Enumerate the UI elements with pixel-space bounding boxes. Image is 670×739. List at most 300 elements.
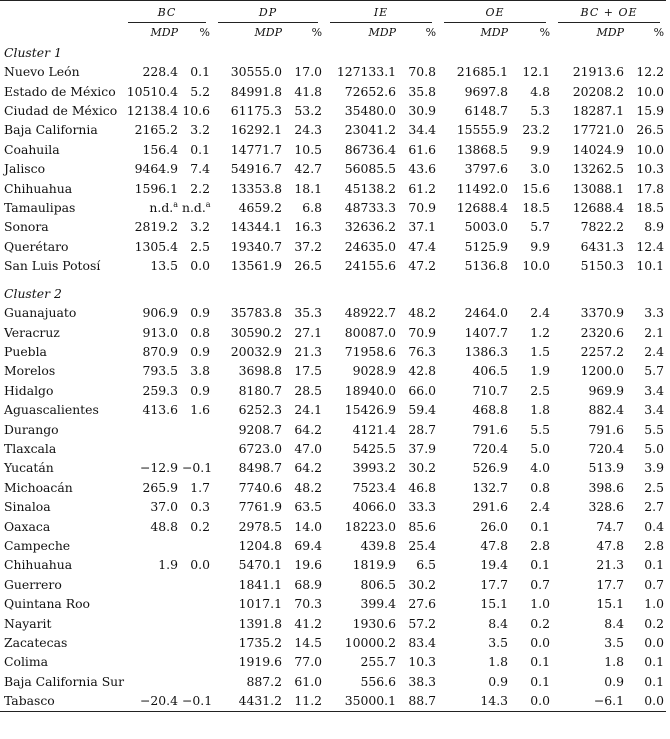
table-cell: 47.8	[480, 537, 509, 553]
table-cell: 1.0	[644, 596, 665, 612]
table-row	[0, 82, 666, 101]
table-cell: 70.3	[294, 596, 323, 612]
table-cell: 10.0	[636, 141, 665, 157]
table-cell: 5125.9	[464, 238, 509, 254]
table-cell: 255.7	[360, 654, 397, 670]
table-cell: 0.3	[190, 499, 210, 515]
table-cell: n.d.$^a$	[149, 200, 178, 216]
table-cell: 42.7	[294, 161, 323, 177]
table-cell: 61.0	[294, 673, 323, 689]
table-cell: 2.8	[530, 537, 551, 553]
state-name: Coahuila	[4, 141, 60, 157]
table-cell: 14344.1	[230, 219, 282, 235]
table-cell: 59.4	[408, 402, 437, 418]
table-cell: 28.5	[294, 382, 323, 398]
table-cell: 30.2	[408, 460, 437, 476]
table-cell: 0.0	[510, 691, 552, 711]
table-cell: 18.1	[294, 180, 323, 196]
table-cell: 3993.2	[352, 460, 397, 476]
subheader-row	[0, 23, 666, 42]
table-cell: 48733.3	[344, 200, 397, 216]
table-cell: 5.7	[530, 219, 551, 235]
table-cell: 48.2	[408, 305, 437, 321]
table-cell: 882.4	[588, 402, 625, 418]
table-cell: −0.1	[180, 691, 212, 711]
table-cell: 3797.6	[464, 161, 509, 177]
table-cell: 30.2	[408, 576, 437, 592]
table-cell: 56085.5	[344, 161, 397, 177]
table-row	[0, 536, 666, 555]
table-cell: 25.4	[408, 537, 437, 553]
state-name: Baja California	[4, 122, 98, 138]
table-cell: 8180.7	[238, 382, 282, 398]
table-cell: 63.5	[294, 499, 323, 515]
table-cell: 0.1	[190, 141, 210, 157]
table-row	[0, 478, 666, 497]
table-cell: 14024.9	[572, 141, 625, 157]
table-row	[0, 237, 666, 256]
table-cell: 1391.8	[238, 615, 282, 631]
table-cell: 17.5	[294, 363, 323, 379]
table-cell: 14.3	[438, 691, 510, 711]
subheader-pct: %	[539, 26, 551, 40]
table-cell: 7.4	[190, 161, 210, 177]
header-bc: BC	[122, 1, 212, 24]
state-name: Estado de México	[4, 83, 116, 99]
table-cell: 5425.5	[352, 440, 397, 456]
table-cell: 35783.8	[230, 305, 282, 321]
table-cell: 9464.9	[134, 161, 178, 177]
table-cell: 43.6	[408, 161, 437, 177]
state-name: Jalisco	[4, 161, 46, 177]
state-name: Sinaloa	[4, 499, 51, 515]
table-cell: 0.9	[190, 382, 210, 398]
table-cell: 0.7	[644, 576, 665, 592]
table-cell: 0.7	[530, 576, 551, 592]
table-cell: 413.6	[142, 402, 178, 418]
table-cell	[122, 536, 180, 555]
table-row	[0, 323, 666, 342]
table-cell: 16.3	[294, 219, 323, 235]
table-cell: 18.5	[522, 200, 551, 216]
table-cell: 27.6	[408, 596, 437, 612]
table-row	[0, 400, 666, 419]
table-cell: 0.1	[644, 673, 665, 689]
table-cell: 5136.8	[464, 258, 509, 274]
table-cell: 7761.9	[238, 499, 282, 515]
subheader-pct: %	[199, 26, 210, 40]
table-row	[0, 672, 666, 691]
table-cell: 3.0	[530, 161, 551, 177]
table-cell: 35.8	[408, 83, 437, 99]
table-cell: 10.1	[636, 258, 665, 274]
table-cell: 3.8	[190, 363, 210, 379]
table-cell: 1.9	[530, 363, 551, 379]
table-cell: 74.7	[596, 518, 625, 534]
table-row	[0, 517, 666, 536]
subheader-mdp: MDP	[368, 26, 397, 40]
state-name: Morelos	[4, 363, 56, 379]
table-cell: 30.9	[408, 103, 437, 119]
table-cell: 0.4	[644, 518, 665, 534]
footnote-marker: a	[205, 200, 211, 210]
table-cell: 1.8	[530, 402, 551, 418]
table-cell: 5.0	[644, 440, 665, 456]
table-cell: 13561.9	[230, 258, 282, 274]
table-cell: 0.8	[530, 479, 551, 495]
table-cell: 24155.6	[344, 258, 397, 274]
table-cell: 1735.2	[238, 635, 282, 650]
table-cell	[180, 652, 212, 671]
table-cell: 86736.4	[344, 141, 397, 157]
table-cell: 0.2	[190, 518, 210, 534]
table-cell: 13262.5	[572, 161, 625, 177]
table-cell: 41.8	[294, 83, 323, 99]
table-cell: 0.0	[190, 557, 210, 573]
table-cell: 1596.1	[134, 180, 178, 196]
table-cell: 7523.4	[352, 479, 397, 495]
table-cell: 5150.3	[580, 258, 625, 274]
subheader-mdp: MDP	[480, 26, 509, 40]
footnote-marker: a	[173, 200, 178, 210]
table-cell: 70.9	[408, 324, 437, 340]
table-cell: 720.4	[472, 440, 509, 456]
table-cell: 0.8	[190, 324, 210, 340]
table-cell: 84991.8	[230, 83, 282, 99]
table-cell: 41.2	[294, 615, 323, 631]
table-cell: 9697.8	[464, 83, 509, 99]
table-cell: 10.0	[636, 83, 665, 99]
table-cell: 23.2	[522, 122, 551, 138]
table-cell: −0.1	[182, 460, 213, 476]
table-cell: 11492.0	[456, 180, 509, 196]
state-name: Veracruz	[4, 324, 60, 340]
table-row	[0, 420, 666, 439]
table-cell	[122, 614, 180, 633]
table-cell: 6.5	[416, 557, 437, 573]
table-cell	[180, 633, 212, 652]
table-row	[0, 575, 666, 594]
table-cell: 0.9	[604, 673, 625, 689]
table-cell	[180, 594, 212, 613]
table-cell: 18223.0	[344, 518, 397, 534]
table-cell: 3.9	[644, 460, 665, 476]
table-cell: 2819.2	[134, 219, 178, 235]
table-cell: 17.7	[596, 576, 625, 592]
state-name: Colima	[4, 654, 49, 670]
state-name: Chihuahua	[4, 180, 73, 196]
table-cell: 14.5	[294, 635, 323, 650]
table-cell: 77.0	[294, 654, 323, 670]
table-cell: 53.2	[294, 103, 323, 119]
table-cell: 9028.9	[352, 363, 397, 379]
table-cell: 8.9	[644, 219, 665, 235]
table-cell: 4431.2	[212, 691, 284, 711]
table-cell: 20208.2	[572, 83, 625, 99]
table-cell: 5.5	[530, 421, 551, 437]
table-row	[0, 361, 666, 380]
table-cell	[122, 672, 180, 691]
table-cell: 37.2	[294, 238, 323, 254]
table-cell: 8498.7	[238, 460, 282, 476]
table-cell: 69.4	[294, 537, 323, 553]
table-cell: 5.0	[530, 440, 551, 456]
table-cell: 1407.7	[464, 324, 509, 340]
table-cell: 1204.8	[238, 537, 282, 553]
table-cell: 0.1	[644, 654, 665, 670]
table-row	[0, 140, 666, 159]
header-oe: OE	[438, 1, 552, 24]
table-cell: 70.9	[408, 200, 437, 216]
table-cell: 61.2	[408, 180, 437, 196]
table-row	[0, 303, 666, 322]
table-cell: 21685.1	[456, 64, 509, 80]
subheader-mdp: MDP	[150, 26, 178, 40]
table-cell	[180, 614, 212, 633]
table-cell: 2.4	[530, 499, 551, 515]
state-name: Baja California Sur	[4, 673, 125, 689]
table-cell: 37.0	[150, 499, 178, 515]
table-cell: 2165.2	[134, 122, 178, 138]
table-cell: 4.0	[530, 460, 551, 476]
table-cell: 19.4	[480, 557, 509, 573]
table-cell: 2257.2	[580, 343, 625, 359]
table-cell: 24635.0	[344, 238, 397, 254]
table-cell: 64.2	[294, 421, 323, 437]
table-cell: 0.0	[626, 691, 666, 711]
table-cell: 3370.9	[580, 305, 625, 321]
table-cell: 76.3	[408, 343, 437, 359]
table-cell: 0.0	[530, 635, 551, 650]
table-cell: 35.3	[294, 305, 323, 321]
table-cell: 0.0	[644, 635, 665, 650]
table-cell: 12688.4	[456, 200, 509, 216]
table-cell: 26.5	[294, 258, 323, 274]
table-cell: 870.9	[142, 343, 178, 359]
table-row	[0, 101, 666, 120]
table-cell: 406.5	[472, 363, 509, 379]
table-cell: 5003.0	[464, 219, 509, 235]
subheader-pct: %	[425, 26, 437, 40]
table-cell: 0.1	[530, 673, 551, 689]
table-cell: 10000.2	[344, 635, 397, 650]
table-cell: 806.5	[360, 576, 397, 592]
table-cell: 14771.7	[230, 141, 282, 157]
table-cell: 57.2	[408, 615, 437, 631]
table-cell: 30555.0	[230, 64, 282, 80]
table-cell: 2.2	[190, 180, 210, 196]
table-cell: 6431.3	[580, 238, 625, 254]
table-cell: 3.4	[644, 382, 665, 398]
table-row	[0, 198, 666, 217]
table-cell: 2.4	[530, 305, 551, 321]
state-name: Tlaxcala	[4, 440, 57, 456]
table-cell: 13868.5	[456, 141, 509, 157]
state-name: Durango	[4, 421, 59, 437]
table-cell: 24.1	[294, 402, 323, 418]
table-cell: 556.6	[360, 673, 397, 689]
cluster-heading	[0, 284, 666, 303]
table-cell: 15.1	[480, 596, 509, 612]
table-cell: 1200.0	[580, 363, 625, 379]
table-cell: 18.5	[636, 200, 665, 216]
table-cell: 2.5	[530, 382, 551, 398]
table-cell: 10510.4	[126, 83, 178, 99]
table-cell	[122, 439, 180, 458]
state-name: Chihuahua	[4, 557, 73, 573]
table-cell: 13353.8	[230, 180, 282, 196]
table-row	[0, 691, 666, 711]
header-bc-oe: BC + OE	[552, 1, 666, 24]
table-cell: −12.9	[140, 460, 178, 476]
table-cell: 720.4	[588, 440, 625, 456]
table-cell: 26.5	[636, 122, 665, 138]
table-cell: 4066.0	[352, 499, 397, 515]
state-name: San Luis Potosí	[4, 258, 101, 274]
table-cell: 2464.0	[464, 305, 509, 321]
table-cell: 906.9	[142, 305, 178, 321]
table-cell	[180, 575, 212, 594]
table-cell: 3.2	[190, 219, 210, 235]
table-cell: 5470.1	[238, 557, 282, 573]
table-cell: 793.5	[142, 363, 178, 379]
table-cell: 10.6	[182, 103, 210, 119]
table-cell: 265.9	[142, 479, 178, 495]
table-cell: −20.4	[122, 691, 180, 711]
table-cell: 10.3	[636, 161, 665, 177]
table-cell: 7740.6	[238, 479, 282, 495]
table-cell: 12.2	[636, 64, 665, 80]
table-cell: 291.6	[472, 499, 509, 515]
table-cell: 6148.7	[464, 103, 509, 119]
table-cell: 61.6	[408, 141, 437, 157]
table-cell	[180, 420, 212, 439]
table-cell: 1.9	[158, 557, 178, 573]
state-name: Guerrero	[4, 576, 62, 592]
table-cell: 2.7	[644, 499, 665, 515]
table-cell	[180, 536, 212, 555]
table-cell: 1.0	[530, 596, 551, 612]
table-cell: 9208.7	[238, 421, 282, 437]
subheader-mdp: MDP	[254, 26, 282, 40]
table-cell: 1.8	[488, 654, 509, 670]
table-cell: 10.3	[408, 654, 437, 670]
table-cell: 1.7	[190, 479, 210, 495]
header-ie: IE	[324, 1, 438, 24]
table-row	[0, 62, 666, 81]
table-cell: 20032.9	[230, 343, 282, 359]
table-cell: 48.2	[294, 479, 323, 495]
table-cell: 71958.6	[344, 343, 397, 359]
table-cell: 9.9	[530, 238, 551, 254]
table-cell: 72652.6	[344, 83, 397, 99]
table-cell: 2.4	[644, 343, 665, 359]
table-row	[0, 120, 666, 139]
table-row	[0, 614, 666, 633]
table-cell: 3.5	[488, 635, 509, 650]
table-cell: 4659.2	[238, 200, 282, 216]
table-cell: 7822.2	[580, 219, 625, 235]
table-cell: 2320.6	[580, 324, 625, 340]
table-cell	[180, 439, 212, 458]
table-cell: 5.2	[190, 83, 210, 99]
table-cell: 27.1	[294, 324, 323, 340]
table-cell: 2.5	[190, 238, 210, 254]
table-cell: 3698.8	[238, 363, 282, 379]
table-cell: 34.4	[408, 122, 437, 138]
table-cell: 3.3	[644, 305, 665, 321]
table-row	[0, 179, 666, 198]
table-cell: 127133.1	[336, 64, 397, 80]
table-cell: 15426.9	[344, 402, 397, 418]
table-cell: 4.8	[530, 83, 551, 99]
table-cell: 2.5	[644, 479, 665, 495]
table-cell: 1.2	[530, 324, 551, 340]
table-cell: 1305.4	[134, 238, 178, 254]
table-cell: 791.6	[588, 421, 625, 437]
table-cell: 15.1	[596, 596, 625, 612]
table-cell: 399.4	[360, 596, 397, 612]
table-cell: 37.1	[408, 219, 437, 235]
state-name: Zacatecas	[4, 635, 68, 650]
table-cell: 710.7	[472, 382, 509, 398]
table-cell: 17.8	[636, 180, 665, 196]
group-header-row	[0, 1, 666, 24]
table-cell: 1.6	[190, 402, 210, 418]
subheader-pct: %	[653, 26, 665, 40]
table-cell: 10.0	[522, 258, 551, 274]
header-dp: DP	[212, 1, 324, 24]
table-cell: 3.4	[644, 402, 665, 418]
table-cell: 4121.4	[352, 421, 397, 437]
table-cell: 5.5	[644, 421, 665, 437]
state-name: Michoacán	[4, 479, 73, 495]
table-cell	[122, 633, 180, 652]
table-cell: 8.4	[604, 615, 625, 631]
state-name: Sonora	[4, 219, 49, 235]
state-name: Tabasco	[0, 691, 122, 711]
table-cell: 19.6	[294, 557, 323, 573]
table-cell: 21.3	[294, 343, 323, 359]
state-name: Tamaulipas	[4, 200, 76, 216]
cluster-label: Cluster 2	[4, 285, 62, 301]
table-row	[0, 439, 666, 458]
table-row	[0, 342, 666, 361]
state-name: Nayarit	[4, 615, 52, 631]
table-cell: −6.1	[552, 691, 626, 711]
table-cell: 45138.2	[344, 180, 397, 196]
cluster-heading	[0, 43, 666, 62]
table-cell	[122, 575, 180, 594]
table-cell: 38.3	[408, 673, 437, 689]
table-cell: 12688.4	[572, 200, 625, 216]
table-cell: 2978.5	[238, 518, 282, 534]
table-cell: 37.9	[408, 440, 437, 456]
table-body	[0, 43, 666, 711]
table-row	[0, 594, 666, 613]
table-cell: 1386.3	[464, 343, 509, 359]
table-row	[0, 555, 666, 574]
table-cell: 17.7	[480, 576, 509, 592]
subheader-pct: %	[311, 26, 323, 40]
table-cell: 328.6	[588, 499, 625, 515]
table-cell: 0.9	[190, 343, 210, 359]
table-row	[0, 256, 666, 275]
table-cell: 85.6	[408, 518, 437, 534]
table-cell: 16292.1	[230, 122, 282, 138]
table-cell: 18940.0	[344, 382, 397, 398]
table-cell: 14.0	[294, 518, 323, 534]
